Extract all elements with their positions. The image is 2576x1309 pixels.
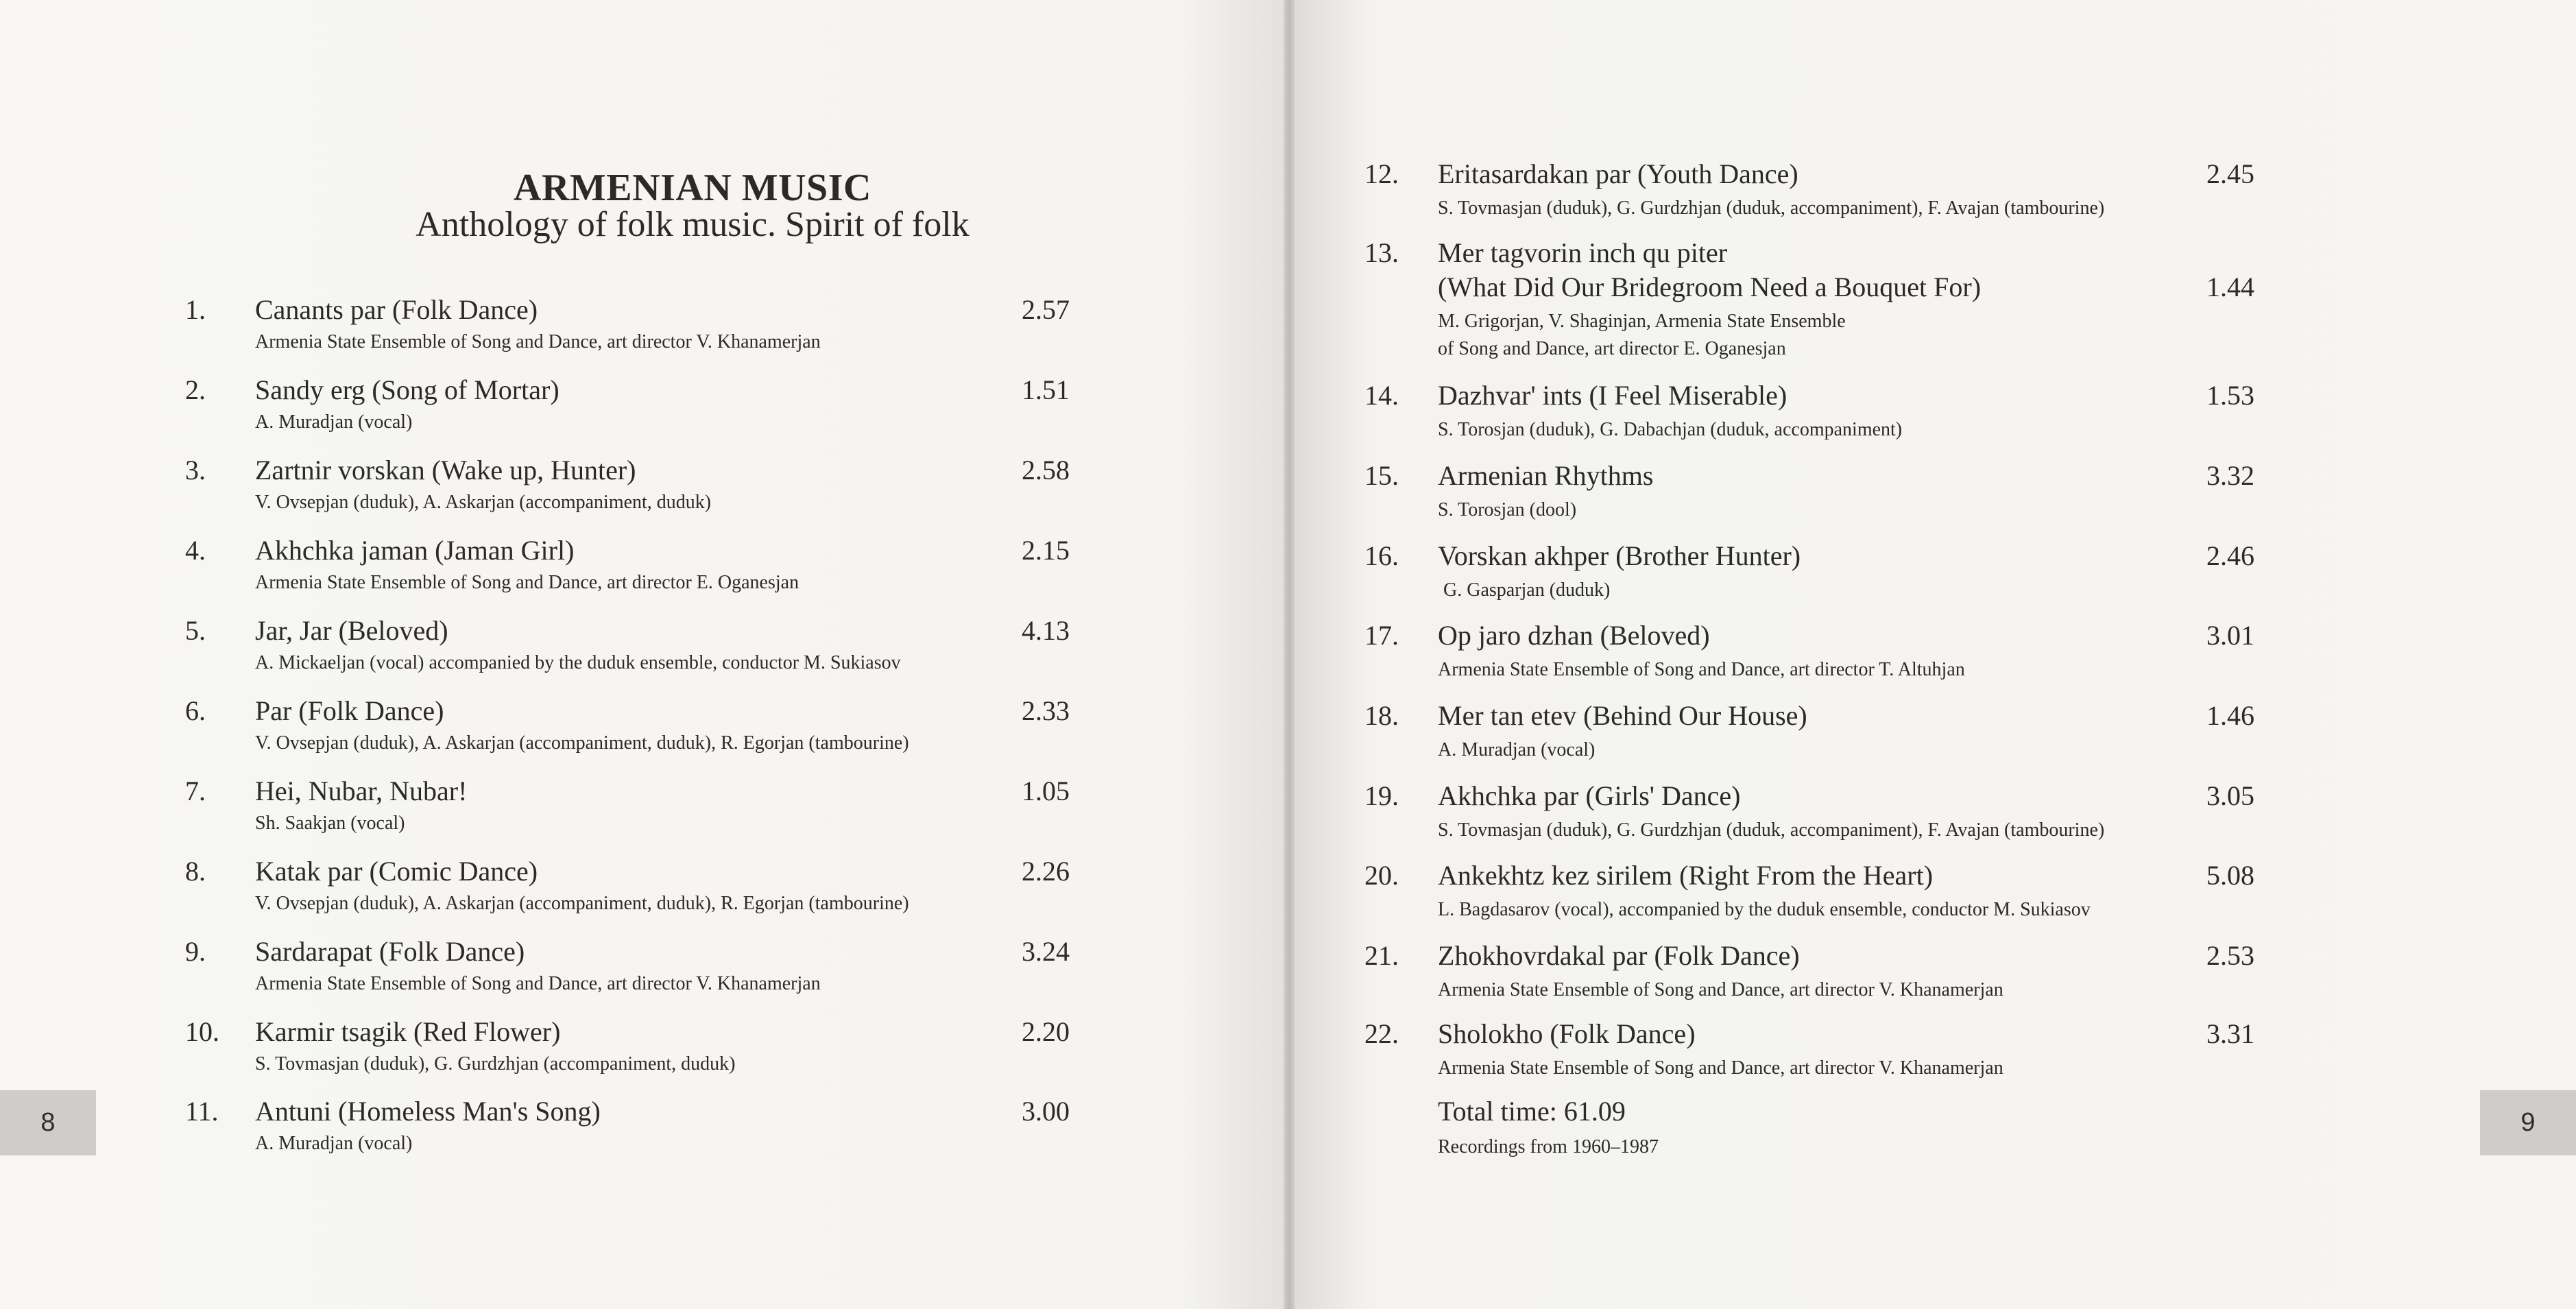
track-duration: 5.08 xyxy=(2206,860,2254,891)
track-title: Hei, Nubar, Nubar! xyxy=(255,776,468,806)
track-credit: M. Grigorjan, V. Shaginjan, Armenia State Ensemble xyxy=(1438,311,1846,332)
track-title: Katak par (Comic Dance) xyxy=(255,856,538,887)
track-duration: 3.05 xyxy=(2206,780,2254,811)
track-title: Op jaro dzhan (Beloved) xyxy=(1438,620,1710,651)
track-credit: Armenia State Ensemble of Song and Dance, art director T. Altuhjan xyxy=(1438,659,1965,680)
track-number: 9. xyxy=(185,936,206,967)
track-credit: G. Gasparjan (duduk) xyxy=(1443,579,1611,601)
page-number-right: 9 xyxy=(2480,1090,2576,1155)
track-duration: 3.31 xyxy=(2206,1018,2254,1049)
track-title: Par (Folk Dance) xyxy=(255,695,444,726)
track-number: 15. xyxy=(1364,460,1399,491)
track-number: 1. xyxy=(185,294,206,325)
track-title-line2: (What Did Our Bridegroom Need a Bouquet For) xyxy=(1438,272,1982,302)
track-credit: S. Torosjan (duduk), G. Dabachjan (duduk, accompaniment) xyxy=(1438,419,1903,440)
track-number: 18. xyxy=(1364,700,1399,731)
track-duration: 4.13 xyxy=(1022,615,1070,646)
track-number: 10. xyxy=(185,1016,219,1047)
booklet-spine xyxy=(1284,0,1295,1309)
track-credit: V. Ovsepjan (duduk), A. Askarjan (accompaniment, duduk) xyxy=(255,492,712,513)
track-duration: 2.46 xyxy=(2206,540,2254,571)
track-credit: L. Bagdasarov (vocal), accompanied by the duduk ensemble, conductor M. Sukiasov xyxy=(1438,899,2091,920)
track-number: 5. xyxy=(185,615,206,646)
track-title: Armenian Rhythms xyxy=(1438,460,1654,491)
track-number: 7. xyxy=(185,776,206,806)
track-credit: Sh. Saakjan (vocal) xyxy=(255,813,405,834)
track-duration: 2.15 xyxy=(1022,535,1070,566)
track-credit: S. Tovmasjan (duduk), G. Gurdzhjan (accompaniment, duduk) xyxy=(255,1053,736,1074)
track-credit: A. Muradjan (vocal) xyxy=(255,411,413,433)
track-title: Eritasardakan par (Youth Dance) xyxy=(1438,158,1798,189)
track-duration: 2.53 xyxy=(2206,940,2254,971)
track-duration: 1.05 xyxy=(1022,776,1070,806)
track-title: Sardarapat (Folk Dance) xyxy=(255,936,525,967)
track-number: 2. xyxy=(185,374,206,405)
track-title: Karmir tsagik (Red Flower) xyxy=(255,1016,561,1047)
total-time: Total time: 61.09 xyxy=(1438,1096,1626,1127)
track-duration: 2.45 xyxy=(2206,158,2254,189)
track-duration: 1.53 xyxy=(2206,380,2254,411)
track-duration: 1.51 xyxy=(1022,374,1070,405)
track-credit: S. Tovmasjan (duduk), G. Gurdzhjan (duduk, accompaniment), F. Avajan (tambourine) xyxy=(1438,819,2105,841)
track-duration: 3.24 xyxy=(1022,936,1070,967)
track-duration: 2.57 xyxy=(1022,294,1070,325)
track-number: 17. xyxy=(1364,620,1399,651)
track-number: 12. xyxy=(1364,158,1399,189)
track-number: 13. xyxy=(1364,237,1399,268)
track-number: 3. xyxy=(185,455,206,485)
track-title: Antuni (Homeless Man's Song) xyxy=(255,1096,601,1127)
track-title: Akhchka par (Girls' Dance) xyxy=(1438,780,1741,811)
track-credit: A. Muradjan (vocal) xyxy=(1438,739,1596,760)
track-duration: 3.32 xyxy=(2206,460,2254,491)
album-subtitle: Anthology of folk music. Spirit of folk xyxy=(416,205,970,244)
track-credit: A. Mickaeljan (vocal) accompanied by the duduk ensemble, conductor M. Sukiasov xyxy=(255,652,901,673)
track-number: 14. xyxy=(1364,380,1399,411)
track-credit: V. Ovsepjan (duduk), A. Askarjan (accompaniment, duduk), R. Egorjan (tambourine) xyxy=(255,732,909,754)
track-credit: Armenia State Ensemble of Song and Dance, art director V. Khanamerjan xyxy=(1438,1057,2003,1079)
track-title: Dazhvar' ints (I Feel Miserable) xyxy=(1438,380,1787,411)
track-number: 6. xyxy=(185,695,206,726)
track-number: 19. xyxy=(1364,780,1399,811)
track-credit: A. Muradjan (vocal) xyxy=(255,1133,413,1154)
track-credit: S. Tovmasjan (duduk), G. Gurdzhjan (duduk, accompaniment), F. Avajan (tambourine) xyxy=(1438,197,2105,219)
track-title: Sholokho (Folk Dance) xyxy=(1438,1018,1696,1049)
track-number: 8. xyxy=(185,856,206,887)
track-credit: Armenia State Ensemble of Song and Dance, art director E. Oganesjan xyxy=(255,572,799,593)
track-credit-line2: of Song and Dance, art director E. Oganesjan xyxy=(1438,338,1786,359)
track-title: Vorskan akhper (Brother Hunter) xyxy=(1438,540,1801,571)
track-number: 4. xyxy=(185,535,206,566)
track-number: 11. xyxy=(185,1096,219,1127)
track-credit: Armenia State Ensemble of Song and Dance, art director V. Khanamerjan xyxy=(255,973,821,994)
album-title: ARMENIAN MUSIC xyxy=(514,167,871,209)
track-title: Sandy erg (Song of Mortar) xyxy=(255,374,559,405)
track-number: 16. xyxy=(1364,540,1399,571)
track-duration: 3.01 xyxy=(2206,620,2254,651)
track-number: 21. xyxy=(1364,940,1399,971)
track-duration: 2.26 xyxy=(1022,856,1070,887)
track-duration: 1.44 xyxy=(2206,272,2254,302)
track-duration: 3.00 xyxy=(1022,1096,1070,1127)
page-number-left: 8 xyxy=(0,1090,96,1155)
track-duration: 2.20 xyxy=(1022,1016,1070,1047)
track-title: Canants par (Folk Dance) xyxy=(255,294,538,325)
track-title: Akhchka jaman (Jaman Girl) xyxy=(255,535,575,566)
track-credit: V. Ovsepjan (duduk), A. Askarjan (accompaniment, duduk), R. Egorjan (tambourine) xyxy=(255,893,909,914)
track-title: Zartnir vorskan (Wake up, Hunter) xyxy=(255,455,636,485)
track-credit: Armenia State Ensemble of Song and Dance, art director V. Khanamerjan xyxy=(255,331,821,352)
track-duration: 2.33 xyxy=(1022,695,1070,726)
recordings-years: Recordings from 1960–1987 xyxy=(1438,1136,1659,1157)
track-title: Ankekhtz kez sirilem (Right From the Heart) xyxy=(1438,860,1934,891)
track-duration: 1.46 xyxy=(2206,700,2254,731)
track-title: Mer tan etev (Behind Our House) xyxy=(1438,700,1807,731)
track-credit: Armenia State Ensemble of Song and Dance, art director V. Khanamerjan xyxy=(1438,979,2003,1000)
track-number: 22. xyxy=(1364,1018,1399,1049)
track-title: Zhokhovrdakal par (Folk Dance) xyxy=(1438,940,1800,971)
track-number: 20. xyxy=(1364,860,1399,891)
track-title: Mer tagvorin inch qu piter xyxy=(1438,237,1728,268)
track-title: Jar, Jar (Beloved) xyxy=(255,615,448,646)
track-credit: S. Torosjan (dool) xyxy=(1438,499,1577,520)
track-duration: 2.58 xyxy=(1022,455,1070,485)
